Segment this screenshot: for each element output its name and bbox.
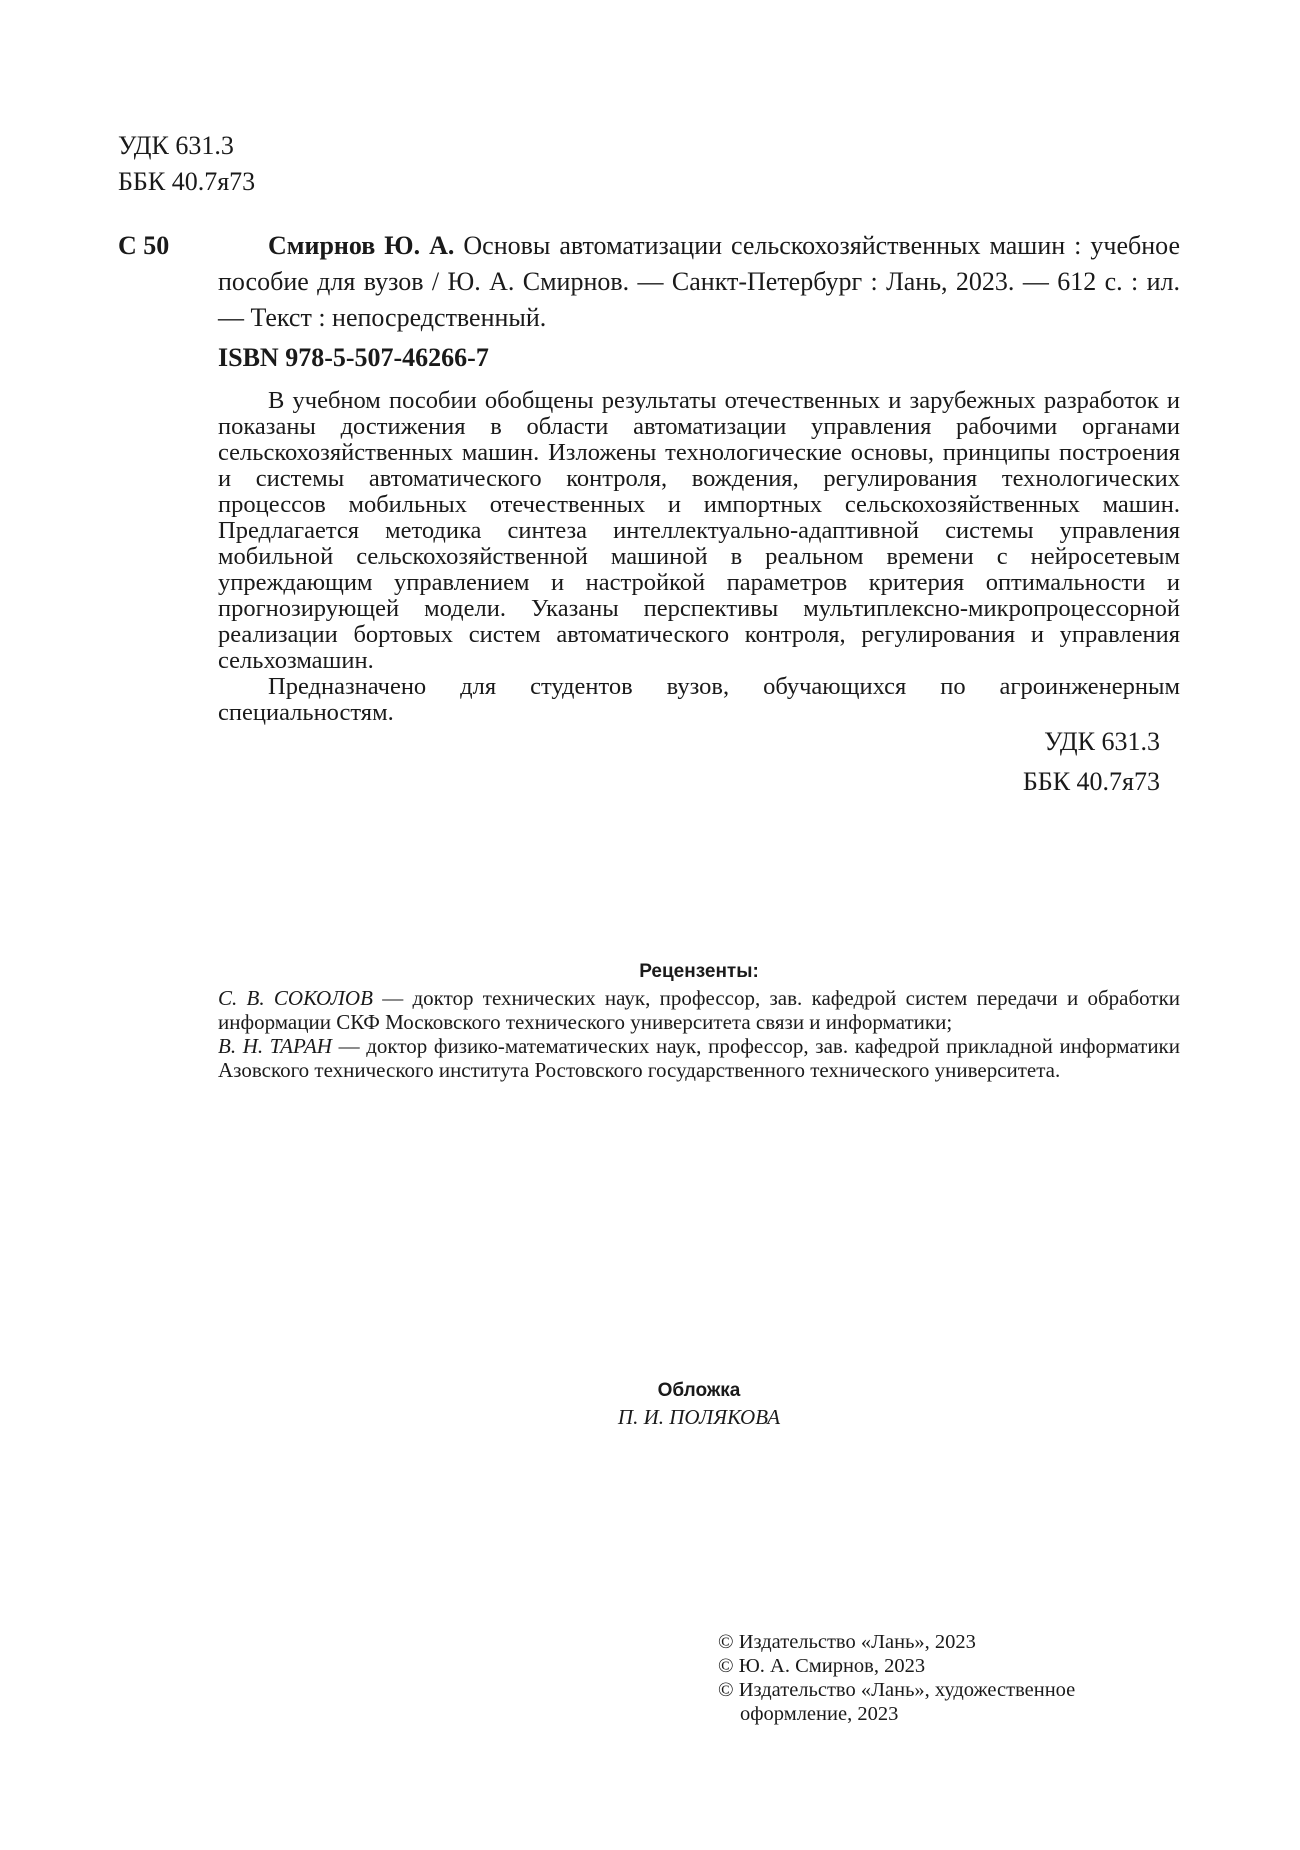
reviewer-name: С. В. СОКОЛОВ (218, 986, 373, 1010)
classification-top (118, 128, 255, 200)
classification-bottom (960, 722, 1160, 802)
udk-code: УДК 631.3 (1044, 727, 1160, 756)
copyright-line: © Издательство «Лань», художественное оформление, 2023 (718, 1679, 1076, 1725)
isbn: ISBN 978-5-507-46266-7 (218, 343, 489, 372)
copyright-line: © Издательство «Лань», 2023 (718, 1631, 976, 1653)
annotation (218, 388, 1180, 726)
cover-heading: Обложка (657, 1380, 741, 1401)
reviewers-section (218, 960, 1180, 1082)
author-sign: С 50 (118, 231, 170, 260)
cover-credit (218, 1378, 1180, 1430)
bbk-code: ББК 40.7я73 (118, 167, 256, 196)
reviewer-credentials: — доктор физико-математических наук, профессор, зав. кафедрой прикладной информатики Азовского технического института Ростовского государственного технического университета. (218, 1034, 1181, 1082)
author-name: Смирнов Ю. А. (268, 231, 455, 260)
reviewers-heading: Рецензенты: (639, 961, 759, 982)
annotation-paragraph: Предназначено для студентов вузов, обучающихся по агроинженерным специальностям. (218, 673, 1180, 726)
copyright-block (718, 1630, 1158, 1726)
bibliographic-record (218, 228, 1180, 336)
reviewer-credentials: — доктор технических наук, профессор, зав. кафедрой систем передачи и обработки информации СКФ Московского технического университета связи и информатики; (218, 986, 1181, 1034)
book-description: Основы автоматизации сельскохозяйственных машин : учебное пособие для вузов / Ю. А. Смирнов. — Санкт-Петербург : Лань, 2023. — 612 с. : ил. — Текст : непосредственный. (218, 231, 1181, 332)
udk-code: УДК 631.3 (118, 131, 234, 160)
reviewer-entry (218, 986, 1180, 1034)
annotation-paragraph: В учебном пособии обобщены результаты отечественных и зарубежных разработок и показаны достижения в области автоматизации управления рабочими органами сельскохозяйственных машин. Изложены технологические основы, принципы построения и системы автоматического контроля, вождения, регулирования технологических процессов мобильных отечественных и импортных сельскохозяйственных машин. Предлагается методика синтеза интеллектуально-адаптивной системы управления мобильной сельскохозяйственной машиной в реальном времени с нейросетевым упреждающим управлением и настройкой параметров критерия оптимальности и прогнозирующей модели. Указаны перспективы мультиплексно-микропроцессорной реализации бортовых систем автоматического контроля, регулирования и управления сельхозмашин. (218, 387, 1180, 674)
reviewer-entry (218, 1034, 1180, 1082)
reviewer-name: В. Н. ТАРАН (218, 1034, 332, 1058)
copyright-line: © Ю. А. Смирнов, 2023 (718, 1655, 926, 1677)
cover-designer: П. И. ПОЛЯКОВА (617, 1405, 781, 1429)
bbk-code: ББК 40.7я73 (1022, 767, 1160, 796)
